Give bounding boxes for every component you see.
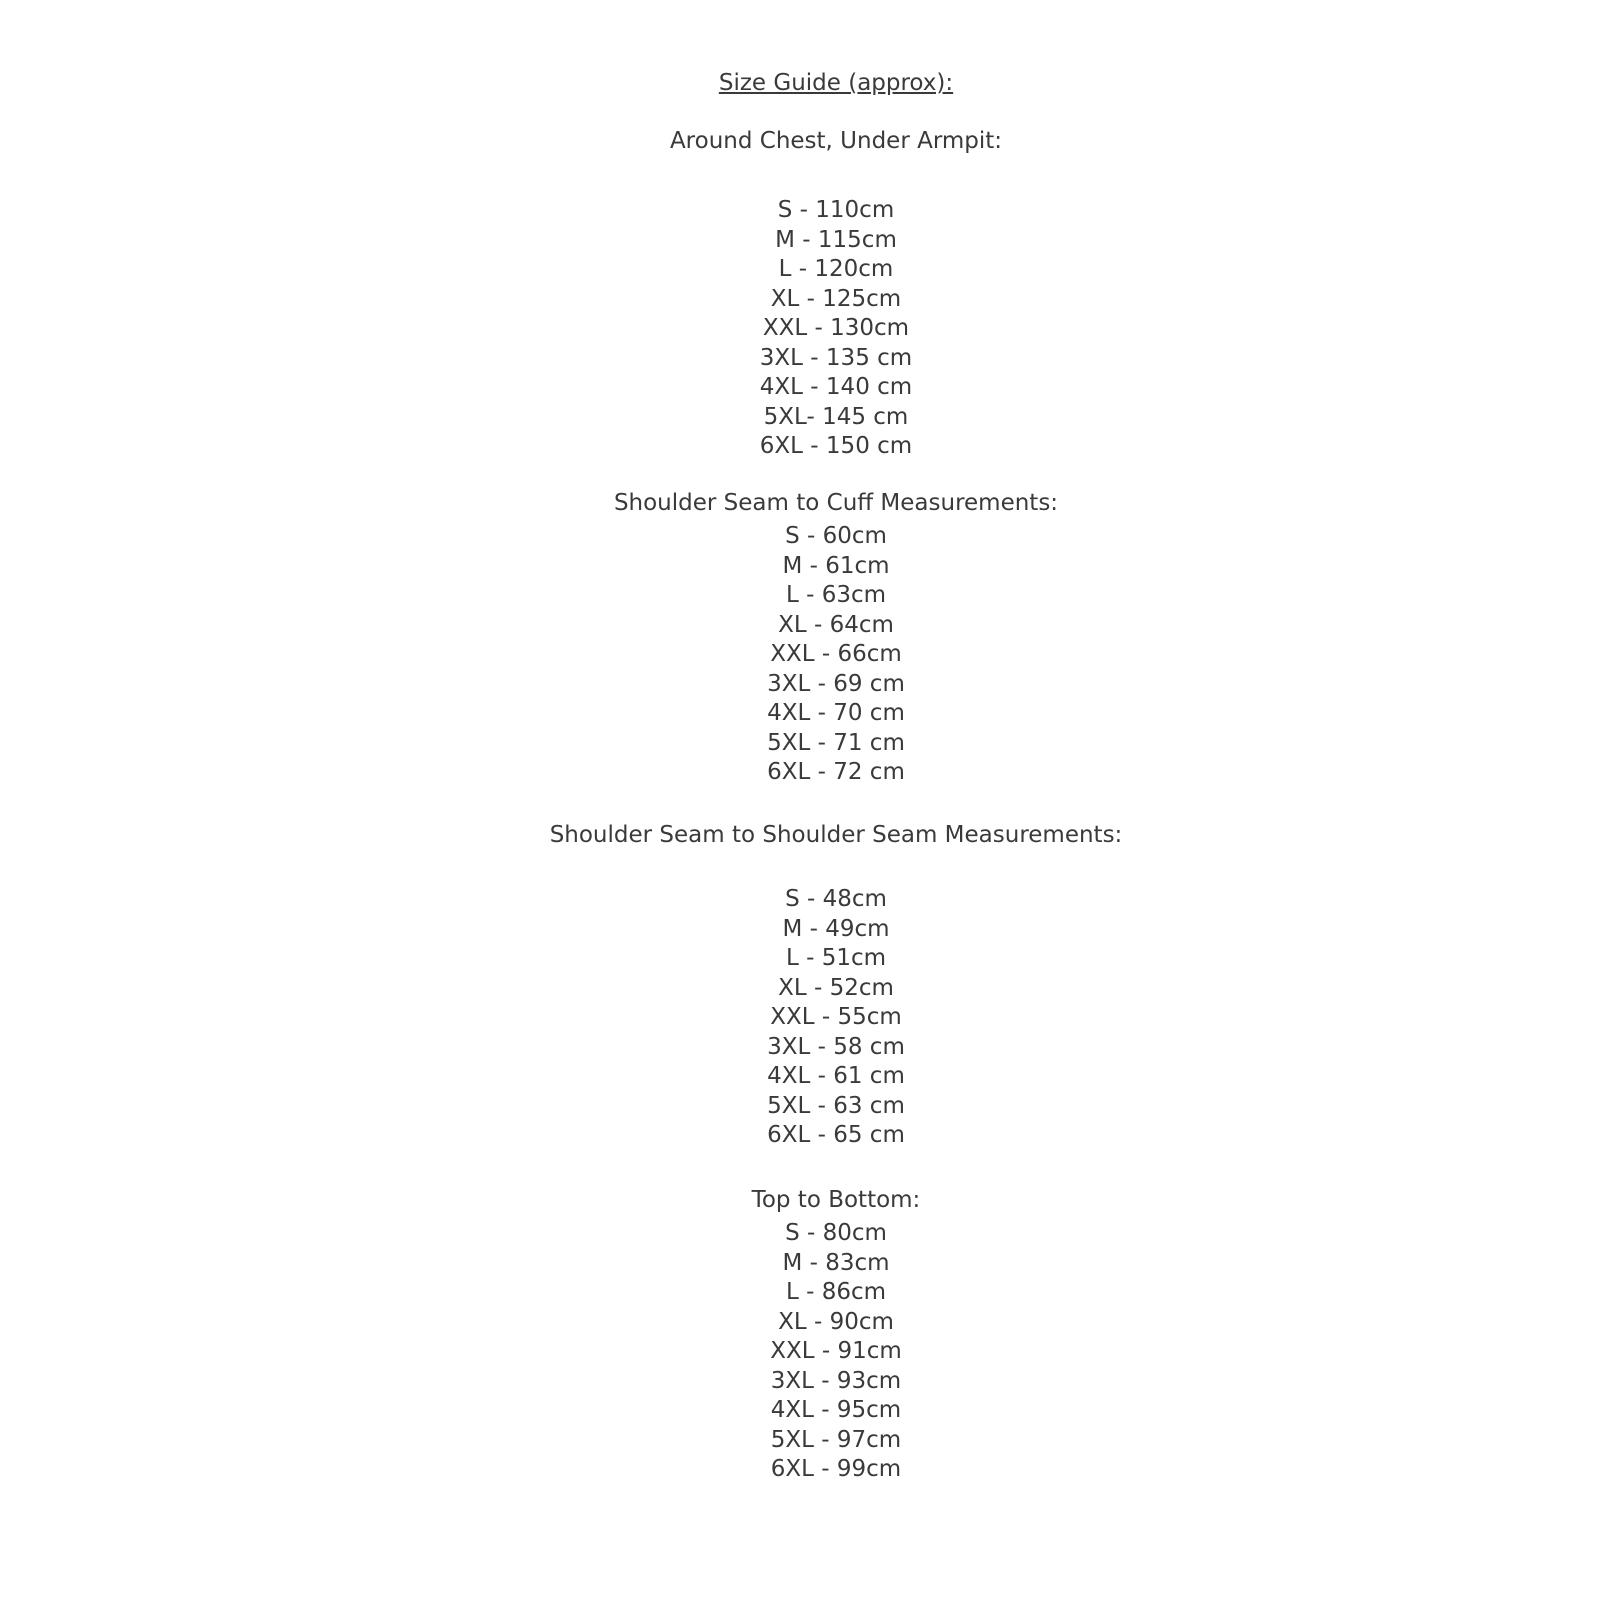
spacer xyxy=(72,99,1600,127)
size-item: XL - 52cm xyxy=(778,974,894,1001)
size-item: 3XL - 58 cm xyxy=(767,1033,905,1060)
size-item: XL - 125cm xyxy=(770,285,902,312)
section-heading: Around Chest, Under Armpit: xyxy=(669,127,1003,154)
size-item: M - 61cm xyxy=(782,552,890,579)
size-item: 6XL - 65 cm xyxy=(767,1122,905,1148)
section-top-to-bottom xyxy=(72,1186,1600,1485)
section-around-chest xyxy=(72,127,1600,462)
section-heading: Shoulder Seam to Shoulder Seam Measurements: xyxy=(549,821,1123,848)
size-item: M - 49cm xyxy=(782,915,890,942)
size-item: L - 63cm xyxy=(785,582,887,608)
size-item: 4XL - 140 cm xyxy=(759,374,913,400)
size-item: 6XL - 150 cm xyxy=(759,433,913,459)
size-item: 3XL - 69 cm xyxy=(767,670,905,697)
size-item: 4XL - 61 cm xyxy=(767,1063,905,1089)
size-item: XXL - 66cm xyxy=(770,641,902,667)
size-item: 5XL - 97cm xyxy=(770,1426,902,1453)
size-item: XL - 90cm xyxy=(778,1308,894,1335)
size-item: XXL - 130cm xyxy=(762,315,910,341)
size-item: 5XL - 63 cm xyxy=(767,1092,905,1119)
section-heading: Shoulder Seam to Cuff Measurements: xyxy=(613,489,1059,516)
size-guide-title: Size Guide (approx): xyxy=(718,70,954,96)
spacer xyxy=(72,788,1600,821)
size-guide xyxy=(72,0,1600,1485)
size-item: S - 60cm xyxy=(785,523,887,549)
size-item: 4XL - 70 cm xyxy=(767,700,905,726)
size-item: L - 51cm xyxy=(785,945,887,971)
spacer xyxy=(72,850,1600,885)
size-item: S - 48cm xyxy=(785,886,887,912)
spacer xyxy=(72,1151,1600,1186)
size-item: 3XL - 93cm xyxy=(770,1367,902,1394)
size-item: M - 83cm xyxy=(782,1249,890,1276)
size-item: 5XL - 71 cm xyxy=(767,729,905,756)
section-seam-to-seam xyxy=(72,821,1600,1151)
spacer xyxy=(72,156,1600,196)
size-item: S - 80cm xyxy=(785,1220,887,1246)
size-item: 5XL- 145 cm xyxy=(763,403,909,430)
size-item: XL - 64cm xyxy=(778,611,894,638)
size-item: S - 110cm xyxy=(777,197,895,223)
size-item: L - 86cm xyxy=(785,1279,887,1305)
size-item: XXL - 91cm xyxy=(770,1338,902,1364)
size-item: 6XL - 99cm xyxy=(770,1456,902,1482)
size-item: L - 120cm xyxy=(778,256,894,282)
size-item: XXL - 55cm xyxy=(770,1004,902,1030)
size-item: 4XL - 95cm xyxy=(770,1397,902,1423)
section-seam-to-cuff xyxy=(72,489,1600,788)
spacer xyxy=(72,462,1600,489)
size-item: M - 115cm xyxy=(775,226,897,253)
size-item: 3XL - 135 cm xyxy=(759,344,913,371)
section-heading: Top to Bottom: xyxy=(751,1186,921,1213)
size-item: 6XL - 72 cm xyxy=(767,759,905,785)
